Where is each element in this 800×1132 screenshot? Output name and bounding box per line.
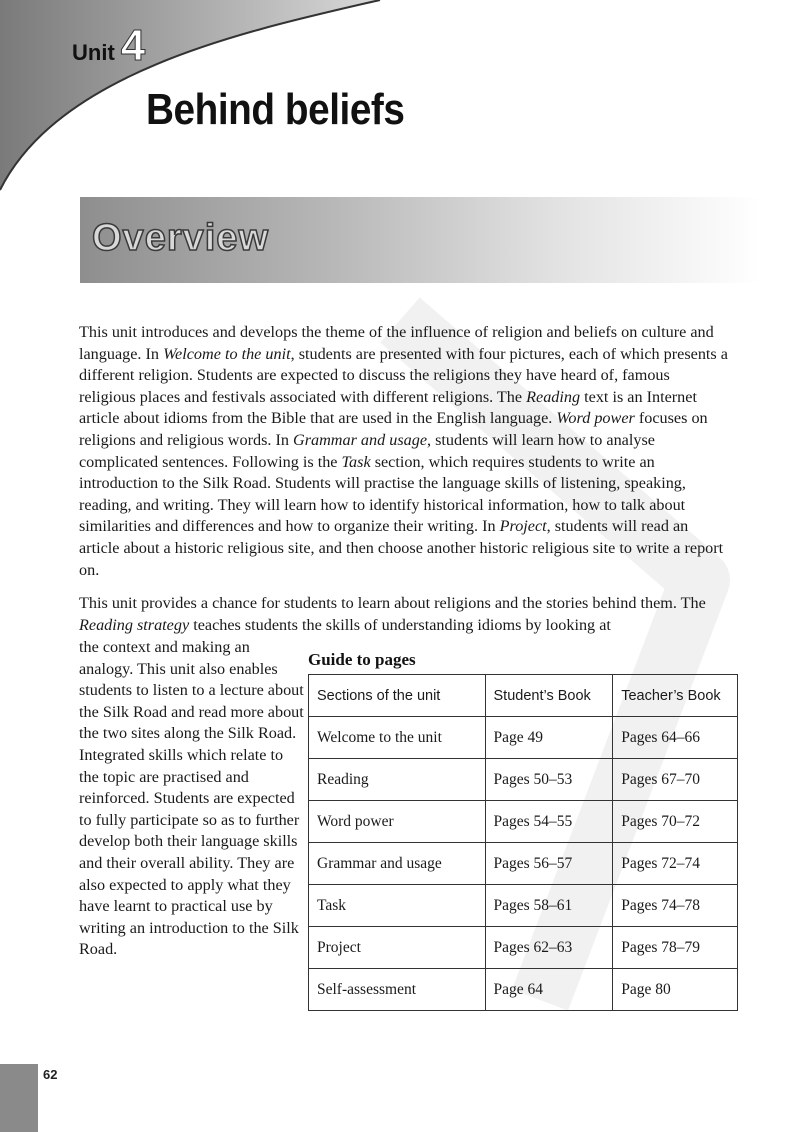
text-run: , students will read an article about a historic religious site, and then choose another historic religious site to write a report on. (79, 517, 724, 579)
table-row (309, 969, 738, 1011)
italic-term: Reading strategy (79, 615, 190, 634)
text-run: This unit provides a chance for students to learn about religions and the stories behind them. The (79, 594, 706, 612)
overview-heading: Overview (92, 217, 269, 259)
text-run: , students will learn how to analyse complicated sentences. Following is the (79, 430, 655, 471)
table-row (309, 759, 738, 801)
text-run: section, which requires students to write an introduction to the Silk Road. Students will practise the language skills of listening, speaking, reading, and writing. They will learn how to identify historical information, how to talk about similarities and differences and how to organize their writing. In (79, 452, 686, 536)
cell-students-book: Pages 50–53 (485, 759, 613, 801)
cell-students-book: Page 64 (485, 969, 613, 1011)
table-header-row (309, 675, 738, 717)
text-run: , students are presented with four pictures, each of which presents a different religion. Students are expected to discuss the religions they have heard of, famous religious places and festivals associated with different religions. The (79, 344, 728, 406)
italic-term: Project (499, 517, 547, 536)
cell-section: Grammar and usage (309, 843, 486, 885)
cell-students-book: Pages 56–57 (485, 843, 613, 885)
overview-paragraph-2-continued (79, 637, 305, 961)
unit-title: Behind beliefs (146, 85, 405, 134)
cell-students-book: Pages 54–55 (485, 801, 613, 843)
header-sections: Sections of the unit (309, 675, 486, 717)
cell-students-book: Page 49 (485, 717, 613, 759)
cell-teachers-book: Pages 78–79 (613, 927, 738, 969)
text-run: focuses on religions and religious words. In (79, 409, 708, 449)
overview-paragraph-2 (79, 593, 729, 636)
unit-number: 4 (120, 21, 146, 70)
cell-section: Welcome to the unit (309, 717, 486, 759)
italic-term: Reading (526, 387, 581, 406)
table-row (309, 927, 738, 969)
text-run: teaches students the skills of understanding idioms by looking at (189, 615, 611, 634)
unit-label (72, 21, 146, 70)
overview-paragraph-1 (79, 322, 729, 581)
italic-term: Grammar and usage (293, 430, 428, 449)
table-row (309, 801, 738, 843)
cell-section: Project (309, 927, 486, 969)
header-students-book: Student’s Book (485, 675, 613, 717)
header-teachers-book: Teacher’s Book (613, 675, 738, 717)
cell-students-book: Pages 62–63 (485, 927, 613, 969)
text-run: text is an Internet article about idioms from the Bible that are used in the English language. (79, 387, 697, 428)
table-row (309, 843, 738, 885)
guide-to-pages-table (308, 674, 738, 1011)
cell-teachers-book: Pages 70–72 (613, 801, 738, 843)
page-number: 62 (43, 1067, 58, 1082)
unit-word: Unit (72, 40, 115, 65)
italic-term: Word power (556, 409, 635, 428)
cell-teachers-book: Pages 74–78 (613, 885, 738, 927)
text-run: This unit introduces and develops the theme of the influence of religion and beliefs on culture and language. In (79, 323, 714, 363)
table-row (309, 717, 738, 759)
cell-teachers-book: Pages 64–66 (613, 717, 738, 759)
cell-section: Self-assessment (309, 969, 486, 1011)
italic-term: Welcome to the unit (163, 344, 291, 363)
italic-term: Task (341, 452, 371, 471)
table-row (309, 885, 738, 927)
cell-section: Reading (309, 759, 486, 801)
guide-title: Guide to pages (308, 650, 416, 669)
cell-teachers-book: Pages 67–70 (613, 759, 738, 801)
cell-section: Task (309, 885, 486, 927)
cell-section: Word power (309, 801, 486, 843)
cell-students-book: Pages 58–61 (485, 885, 613, 927)
cell-teachers-book: Pages 72–74 (613, 843, 738, 885)
cell-teachers-book: Page 80 (613, 969, 738, 1011)
page-tab (0, 1064, 38, 1132)
text-run: the context and making an analogy. This unit also enables students to listen to a lecture about the Silk Road and read more about the two sites along the Silk Road. Integrated skills which relate to the topic are practised and reinforced. Students are expected to fully participate so as to further develop both their language skills and their overall ability. They are also expected to apply what they have learnt to practical use by writing an introduction to the Silk Road. (79, 638, 304, 959)
